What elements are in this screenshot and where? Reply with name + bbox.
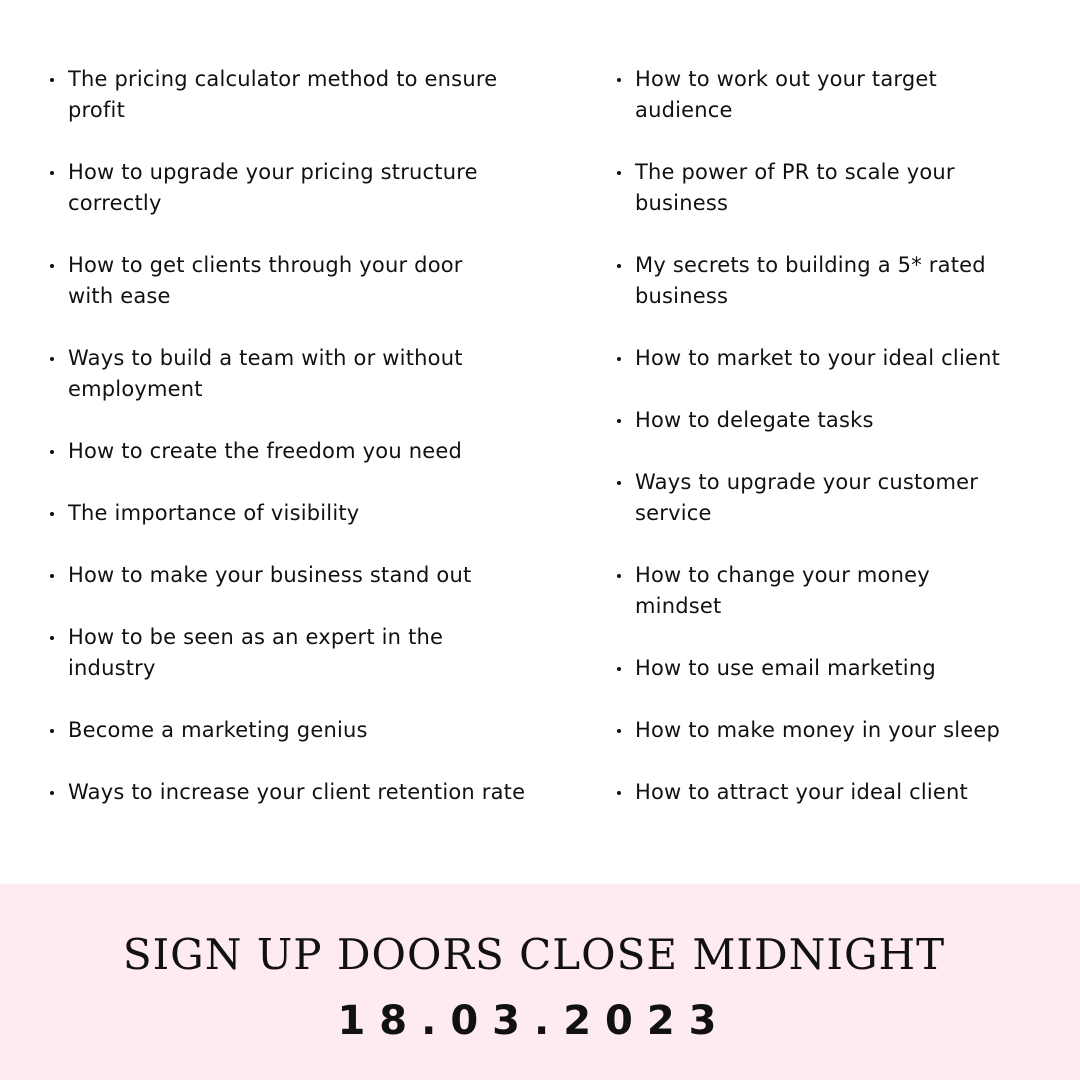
list-item: The importance of visibility: [48, 498, 536, 529]
list-item: My secrets to building a 5* rated business: [615, 250, 1025, 312]
list-item: How to use email marketing: [615, 653, 1055, 684]
list-item: The power of PR to scale your business: [615, 157, 985, 219]
list-item: Ways to build a team with or without employment: [48, 343, 508, 405]
topics-list-right: [615, 64, 1055, 839]
topic-columns: [0, 64, 1080, 864]
list-item: How to attract your ideal client: [615, 777, 1055, 808]
list-item: How to upgrade your pricing structure correctly: [48, 157, 536, 219]
list-item: How to market to your ideal client: [615, 343, 1075, 374]
list-item: How to get clients through your door with ease: [48, 250, 498, 312]
list-item: How to work out your target audience: [615, 64, 970, 126]
banner-date: 18.03.2023: [337, 998, 731, 1044]
list-item: How to make money in your sleep: [615, 715, 1075, 746]
list-item: How to create the freedom you need: [48, 436, 536, 467]
banner-title: SIGN UP DOORS CLOSE MIDNIGHT: [122, 930, 946, 979]
list-item: Ways to upgrade your customer service: [615, 467, 1025, 529]
list-item: How to be seen as an expert in the industry: [48, 622, 488, 684]
list-item: How to delegate tasks: [615, 405, 1055, 436]
topics-list-left: [48, 64, 548, 839]
list-item: How to change your money mindset: [615, 560, 975, 622]
list-item: Become a marketing genius: [48, 715, 536, 746]
list-item: The pricing calculator method to ensure profit: [48, 64, 536, 126]
list-item: Ways to increase your client retention rate: [48, 777, 536, 808]
list-item: How to make your business stand out: [48, 560, 536, 591]
